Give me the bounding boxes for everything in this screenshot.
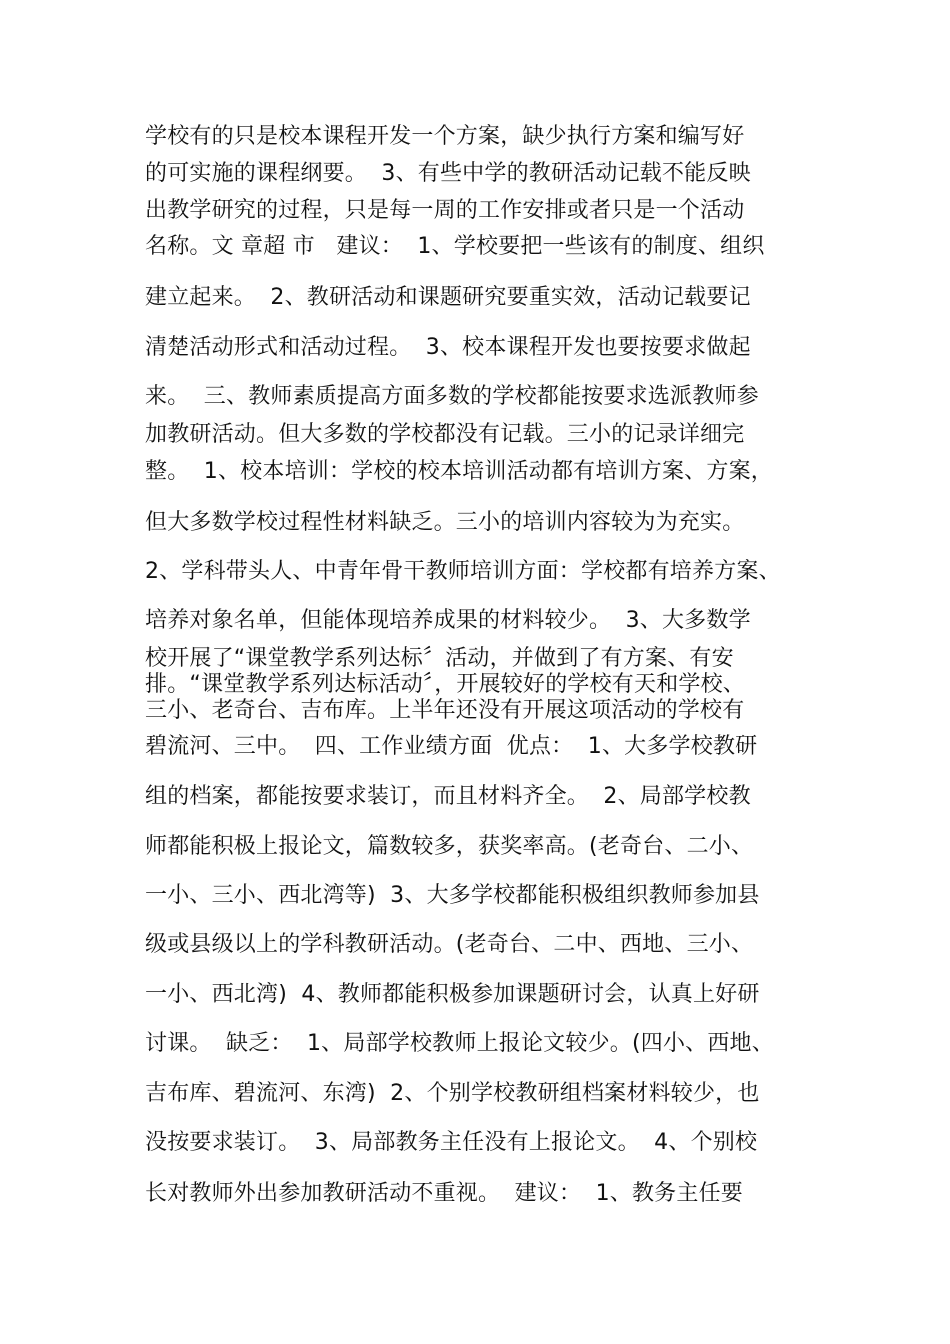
text-line: 建立起来。 2、教研活动和课题研究要重实效，活动记载要记	[145, 285, 751, 310]
text-line: 名称。文 章超 市 建议： 1、学校要把一些该有的制度、组织	[145, 234, 765, 259]
text-line: 学校有的只是校本课程开发一个方案，缺少执行方案和编写好	[145, 124, 745, 149]
text-line: 清楚活动形式和活动过程。 3、校本课程开发也要按要求做起	[145, 335, 751, 360]
text-line: 没按要求装订。 3、局部教务主任没有上报论文。 4、个别校	[145, 1130, 758, 1155]
text-line: 来。 三、教师素质提高方面多数的学校都能按要求选派教师参	[145, 384, 759, 409]
text-line: 吉布库、碧流河、东湾) 2、个别学校教研组档案材料较少，也	[145, 1081, 760, 1106]
text-line: 师都能积极上报论文，篇数较多，获奖率高。(老奇台、二小、	[145, 834, 754, 859]
text-line: 碧流河、三中。 四、工作业绩方面 优点： 1、大多学校教研	[145, 734, 758, 759]
text-line: 加教研活动。但大多数的学校都没有记载。三小的记录详细完	[145, 422, 745, 447]
text-line: 的可实施的课程纲要。 3、有些中学的教研活动记载不能反映	[145, 161, 751, 186]
text-line: 一小、西北湾) 4、教师都能积极参加课题研讨会，认真上好研	[145, 982, 760, 1007]
text-line: 2、学科带头人、中青年骨干教师培训方面：学校都有培养方案、	[145, 559, 781, 584]
text-line: 三小、老奇台、吉布库。上半年还没有开展这项活动的学校有	[145, 698, 745, 723]
text-line: 整。 1、校本培训：学校的校本培训活动都有培训方案、方案，	[145, 459, 773, 484]
text-line: 讨课。 缺乏： 1、局部学校教师上报论文较少。(四小、西地、	[145, 1031, 774, 1056]
text-line: 级或县级以上的学科教研活动。(老奇台、二中、西地、三小、	[145, 932, 754, 957]
text-line: 但大多数学校过程性材料缺乏。三小的培训内容较为为充实。	[145, 510, 745, 535]
text-line: 长对教师外出参加教研活动不重视。 建议： 1、教务主任要	[145, 1181, 743, 1206]
text-line: 培养对象名单，但能体现培养成果的材料较少。 3、大多数学	[145, 608, 751, 633]
text-line: 校开展了“课堂教学系列达标〞活动，并做到了有方案、有安	[145, 646, 734, 671]
text-line: 组的档案，都能按要求装订，而且材料齐全。 2、局部学校教	[145, 784, 751, 809]
text-line: 一小、三小、西北湾等) 3、大多学校都能积极组织教师参加县	[145, 883, 760, 908]
text-line: 出教学研究的过程，只是每一周的工作安排或者只是一个活动	[145, 198, 745, 223]
text-line: 排。“课堂教学系列达标活动〞，开展较好的学校有天和学校、	[145, 672, 745, 697]
